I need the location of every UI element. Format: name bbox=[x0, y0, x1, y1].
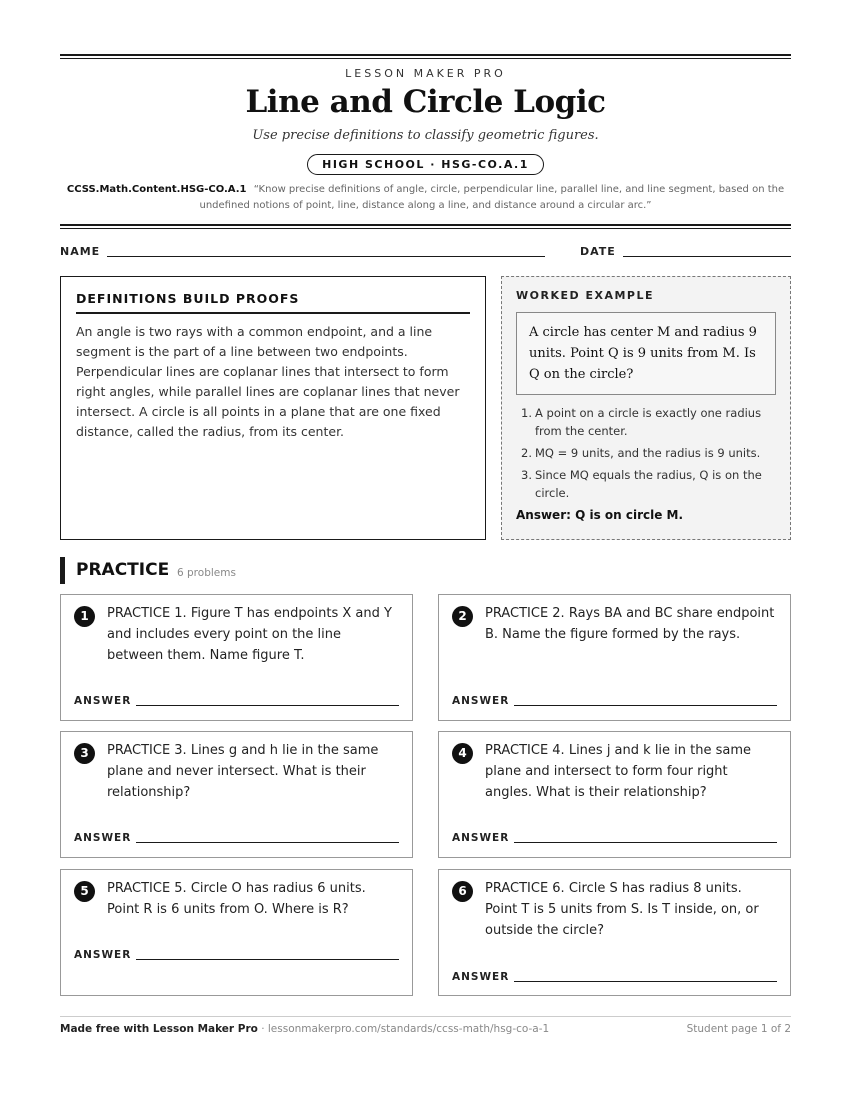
name-field[interactable] bbox=[107, 256, 545, 257]
problem-number-badge: 2 bbox=[452, 606, 473, 627]
problem-number-badge: 1 bbox=[74, 606, 95, 627]
problem-number-badge: 5 bbox=[74, 881, 95, 902]
practice-card-1 bbox=[60, 594, 413, 721]
standard-description bbox=[60, 182, 791, 214]
level-badge: HIGH SCHOOL · HSG-CO.A.1 bbox=[307, 154, 544, 175]
practice-count: 6 problems bbox=[177, 567, 236, 579]
footer-made-with: Made free with Lesson Maker Pro bbox=[60, 1023, 258, 1035]
answer-label: ANSWER bbox=[74, 949, 132, 961]
worked-example-step: 2. MQ = 9 units, and the radius is 9 units. bbox=[521, 446, 761, 460]
practice-card-4 bbox=[438, 731, 791, 858]
worked-example-answer: Answer: Q is on circle M. bbox=[516, 508, 684, 522]
standard-text: “Know precise definitions of angle, circle, perpendicular line, parallel line, and line segment, based on the undefined notions of point, line, distance along a line, and distance around a circular arc.” bbox=[199, 184, 785, 211]
footer-divider bbox=[60, 1016, 791, 1017]
footer-page-number: Student page 1 of 2 bbox=[686, 1023, 791, 1035]
answer-field[interactable] bbox=[514, 705, 777, 706]
footer-url[interactable]: · lessonmakerpro.com/standards/ccss-math/hsg-co-a-1 bbox=[257, 1023, 550, 1035]
problem-text: PRACTICE 3. Lines g and h lie in the same plane and never intersect. What is their relationship? bbox=[107, 743, 379, 800]
problem-number-badge: 3 bbox=[74, 743, 95, 764]
worksheet-page bbox=[60, 0, 791, 1100]
practice-card-3 bbox=[60, 731, 413, 858]
worked-example-heading: WORKED EXAMPLE bbox=[516, 289, 654, 302]
answer-label: ANSWER bbox=[452, 971, 510, 983]
practice-heading: PRACTICE bbox=[76, 560, 170, 580]
footer-credit bbox=[60, 1023, 549, 1035]
problem-text: PRACTICE 2. Rays BA and BC share endpoint B. Name the figure formed by the rays. bbox=[485, 606, 775, 642]
definitions-body: An angle is two rays with a common endpoint, and a line segment is the part of a line between two endpoints. Perpendicular lines are coplanar lines that intersect to form right angles, while parallel lines are coplanar lines that never intersect. A circle is all points in a plane that are one fixed distance, called the radius, from its center. bbox=[76, 324, 460, 439]
answer-field[interactable] bbox=[136, 705, 399, 706]
problem-number-badge: 4 bbox=[452, 743, 473, 764]
worked-example-steps bbox=[516, 404, 776, 502]
answer-label: ANSWER bbox=[74, 832, 132, 844]
page-title: Line and Circle Logic bbox=[245, 84, 606, 120]
name-label: NAME bbox=[60, 245, 101, 258]
date-field[interactable] bbox=[623, 256, 791, 257]
page-subtitle: Use precise definitions to classify geometric figures. bbox=[252, 128, 599, 143]
date-label: DATE bbox=[580, 245, 616, 258]
problem-text: PRACTICE 4. Lines j and k lie in the same plane and intersect to form four right angles. What is their relationship? bbox=[485, 743, 752, 800]
problem-number-badge: 6 bbox=[452, 881, 473, 902]
standard-code: CCSS.Math.Content.HSG-CO.A.1 bbox=[66, 184, 247, 195]
definitions-heading: DEFINITIONS BUILD PROOFS bbox=[76, 291, 470, 314]
answer-field[interactable] bbox=[514, 981, 777, 982]
practice-card-5 bbox=[60, 869, 413, 996]
practice-accent-bar bbox=[60, 557, 65, 584]
answer-label: ANSWER bbox=[74, 695, 132, 707]
problem-text: PRACTICE 6. Circle S has radius 8 units. Point T is 5 units from S. Is T inside, on, or outside the circle? bbox=[485, 881, 759, 938]
answer-field[interactable] bbox=[136, 959, 399, 960]
header-bottom-rule bbox=[60, 224, 791, 229]
worked-example-problem: A circle has center M and radius 9 units. Point Q is 9 units from M. Is Q on the circle? bbox=[516, 312, 776, 395]
definitions-panel bbox=[60, 276, 486, 540]
brand-label: LESSON MAKER PRO bbox=[345, 67, 506, 80]
answer-field[interactable] bbox=[136, 842, 399, 843]
worked-example-step: 1. A point on a circle is exactly one radius from the center. bbox=[521, 406, 762, 438]
practice-card-2 bbox=[438, 594, 791, 721]
header-top-rule bbox=[60, 54, 791, 59]
problem-text: PRACTICE 1. Figure T has endpoints X and Y and includes every point on the line between them. Name figure T. bbox=[107, 606, 392, 663]
worked-example-step: 3. Since MQ equals the radius, Q is on the circle. bbox=[521, 468, 762, 500]
answer-label: ANSWER bbox=[452, 832, 510, 844]
answer-label: ANSWER bbox=[452, 695, 510, 707]
worked-example-panel bbox=[501, 276, 791, 540]
answer-field[interactable] bbox=[514, 842, 777, 843]
problem-text: PRACTICE 5. Circle O has radius 6 units. Point R is 6 units from O. Where is R? bbox=[107, 881, 366, 917]
practice-card-6 bbox=[438, 869, 791, 996]
